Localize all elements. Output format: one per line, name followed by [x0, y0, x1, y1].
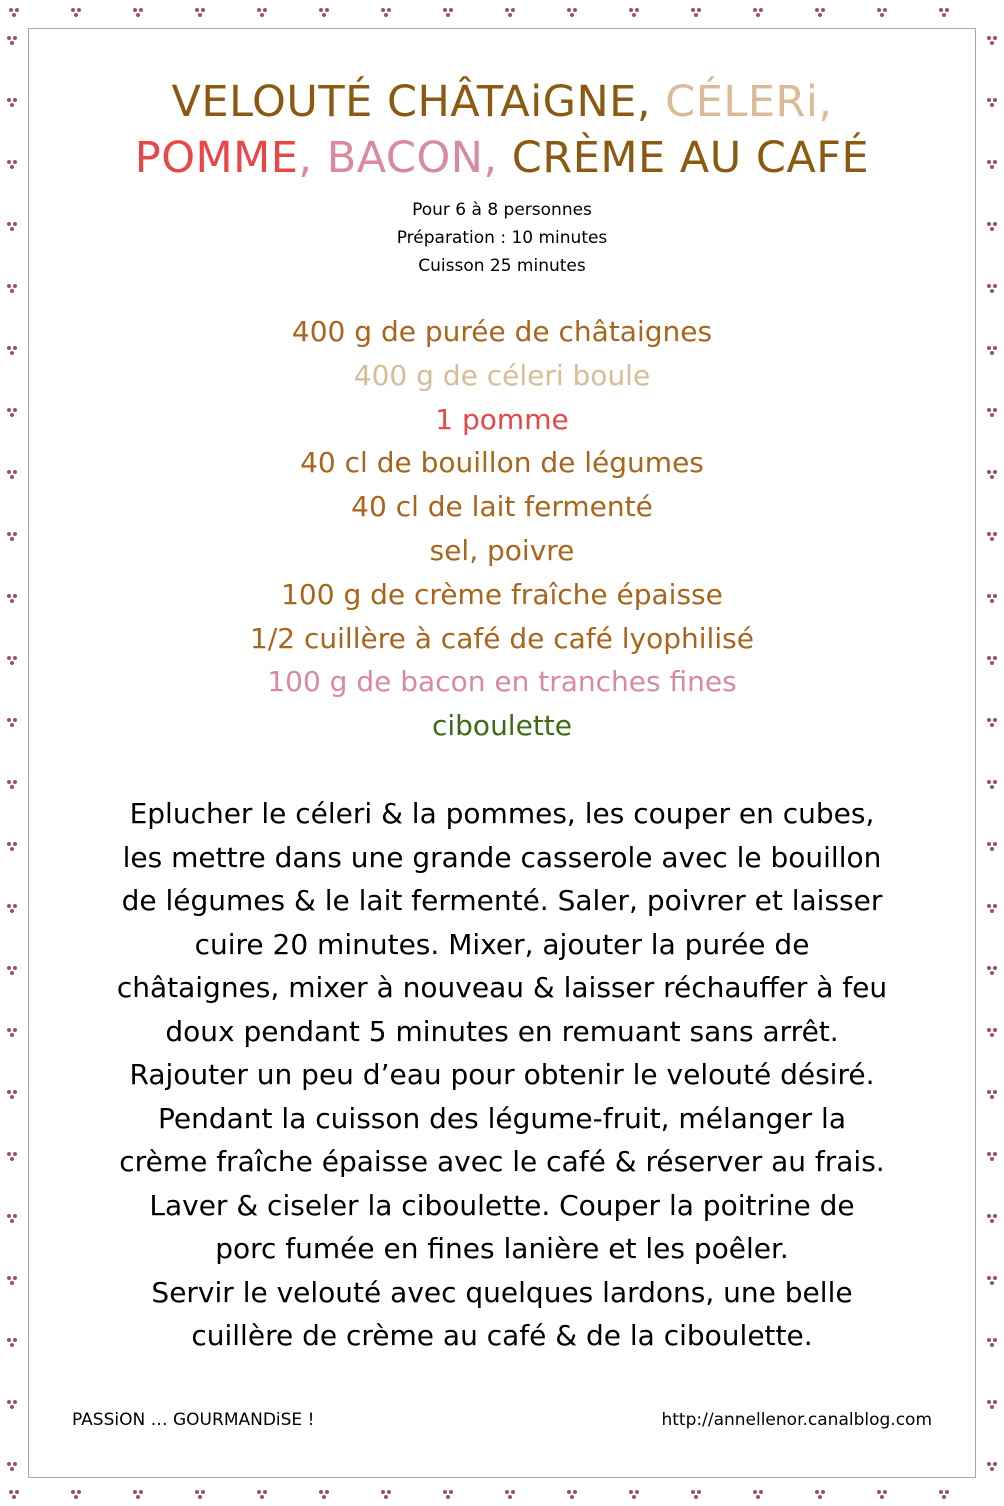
- border-dot-cluster: [987, 842, 997, 851]
- title-line-1: [0, 74, 1004, 130]
- border-dot-cluster: [381, 1490, 391, 1499]
- footer-url: http://annellenor.canalblog.com: [661, 1410, 932, 1430]
- instruction-line: Eplucher le céleri & la pommes, les couper en cubes,: [129, 797, 875, 830]
- instruction-line: Laver & ciseler la ciboulette. Couper la poitrine de: [149, 1188, 855, 1222]
- title-segment: CRÈME AU CAFÉ: [511, 133, 870, 183]
- border-dot-cluster: [939, 1490, 949, 1499]
- border-dot-cluster: [987, 966, 997, 975]
- ingredient-item: 400 g de céleri boule: [353, 358, 651, 392]
- title-segment: POMME: [134, 133, 299, 183]
- border-dot-cluster: [7, 36, 17, 45]
- border-dot-cluster: [691, 8, 701, 17]
- ingredient-item: 1 pomme: [435, 402, 569, 436]
- border-dot-cluster: [133, 8, 143, 17]
- border-dot-cluster: [987, 1400, 997, 1409]
- border-dot-cluster: [987, 284, 997, 293]
- border-dot-cluster: [133, 1490, 143, 1499]
- border-dot-cluster: [987, 1338, 997, 1347]
- instruction-line: crème fraîche épaisse avec le café & réserver au frais.: [119, 1145, 885, 1178]
- ingredient-item: 100 g de crème fraîche épaisse: [281, 577, 723, 611]
- border-dot-cluster: [567, 1490, 577, 1499]
- border-dot-cluster: [629, 8, 639, 17]
- ingredient-item: 40 cl de bouillon de légumes: [300, 446, 704, 480]
- border-dot-cluster: [987, 1152, 997, 1161]
- instruction-line: porc fumée en fines lanière et les poêler.: [215, 1232, 789, 1265]
- border-dot-cluster: [815, 8, 825, 17]
- border-dot-cluster: [257, 8, 267, 17]
- instruction-line: de légumes & le lait fermenté. Saler, poivrer et laisser: [121, 884, 883, 917]
- title-line-2: [0, 130, 1004, 186]
- border-dot-cluster: [71, 1490, 81, 1499]
- instruction-line: Servir le velouté avec quelques lardons, une belle: [151, 1275, 853, 1309]
- border-dot-cluster: [71, 8, 81, 17]
- border-dot-cluster: [629, 1490, 639, 1499]
- border-dot-cluster: [877, 1490, 887, 1499]
- border-dot-cluster: [9, 1490, 19, 1499]
- border-dot-cluster: [567, 8, 577, 17]
- border-dot-cluster: [987, 780, 997, 789]
- border-dot-cluster: [939, 8, 949, 17]
- title-segment: , BACON,: [298, 133, 512, 183]
- border-dot-cluster: [987, 1276, 997, 1285]
- ingredient-item: 100 g de bacon en tranches fines: [267, 665, 737, 699]
- border-dot-cluster: [7, 966, 17, 975]
- instruction-line: châtaignes, mixer à nouveau & laisser réchauffer à feu: [116, 971, 888, 1004]
- border-dot-cluster: [7, 1152, 17, 1161]
- border-dot-cluster: [257, 1490, 267, 1499]
- border-dot-cluster: [9, 8, 19, 17]
- servings: Pour 6 à 8 personnes: [412, 200, 592, 220]
- border-dot-cluster: [753, 8, 763, 17]
- border-dot-cluster: [319, 8, 329, 17]
- border-dot-cluster: [7, 284, 17, 293]
- title-segment: VELOUTÉ CHÂTAiGNE,: [171, 77, 666, 127]
- ingredient-item: 400 g de purée de châtaignes: [291, 315, 713, 348]
- border-dot-cluster: [7, 1214, 17, 1223]
- ingredient-item: 1/2 cuillère à café de café lyophilisé: [250, 621, 754, 655]
- recipe-meta: [0, 196, 1004, 280]
- instruction-line: doux pendant 5 minutes en remuant sans arrêt.: [165, 1014, 839, 1048]
- border-dot-cluster: [7, 1400, 17, 1409]
- border-dot-cluster: [987, 904, 997, 913]
- border-dot-cluster: [505, 1490, 515, 1499]
- prep-time: Préparation : 10 minutes: [396, 228, 608, 248]
- recipe-title: [0, 74, 1004, 186]
- border-dot-cluster: [987, 36, 997, 45]
- border-dot-cluster: [987, 1214, 997, 1223]
- border-dot-cluster: [987, 1028, 997, 1037]
- border-dot-cluster: [753, 1490, 763, 1499]
- border-dot-cluster: [7, 842, 17, 851]
- border-dot-cluster: [505, 8, 515, 17]
- border-dot-cluster: [195, 8, 205, 17]
- border-dot-cluster: [7, 1090, 17, 1099]
- border-dot-cluster: [987, 1462, 997, 1471]
- instruction-line: cuillère de crème au café & de la ciboulette.: [191, 1319, 813, 1352]
- border-dot-cluster: [691, 1490, 701, 1499]
- border-dot-cluster: [7, 1028, 17, 1037]
- border-dot-cluster: [443, 1490, 453, 1499]
- border-dot-cluster: [381, 8, 391, 17]
- border-dot-cluster: [7, 1462, 17, 1471]
- border-dot-cluster: [7, 1338, 17, 1347]
- instruction-line: Rajouter un peu d’eau pour obtenir le velouté désiré.: [129, 1058, 875, 1091]
- instruction-line: cuire 20 minutes. Mixer, ajouter la purée de: [194, 927, 810, 961]
- border-dot-cluster: [195, 1490, 205, 1499]
- title-segment: CÉLERi,: [665, 77, 833, 127]
- border-dot-cluster: [443, 8, 453, 17]
- instructions: [60, 792, 944, 1358]
- instruction-line: Pendant la cuisson des légume-fruit, mélanger la: [158, 1101, 846, 1135]
- border-dot-cluster: [7, 904, 17, 913]
- ingredient-item: ciboulette: [431, 709, 572, 743]
- border-dot-cluster: [7, 780, 17, 789]
- border-dot-cluster: [319, 1490, 329, 1499]
- ingredient-item: 40 cl de lait fermenté: [351, 490, 653, 524]
- footer-tagline: PASSiON … GOURMANDiSE !: [72, 1410, 315, 1430]
- border-dot-cluster: [7, 1276, 17, 1285]
- ingredient-item: sel, poivre: [429, 533, 575, 567]
- instruction-line: les mettre dans une grande casserole avec le bouillon: [122, 840, 882, 874]
- border-dot-cluster: [815, 1490, 825, 1499]
- cook-time: Cuisson 25 minutes: [418, 256, 586, 276]
- border-dot-cluster: [987, 1090, 997, 1099]
- border-dot-cluster: [877, 8, 887, 17]
- ingredient-list: [0, 310, 1004, 748]
